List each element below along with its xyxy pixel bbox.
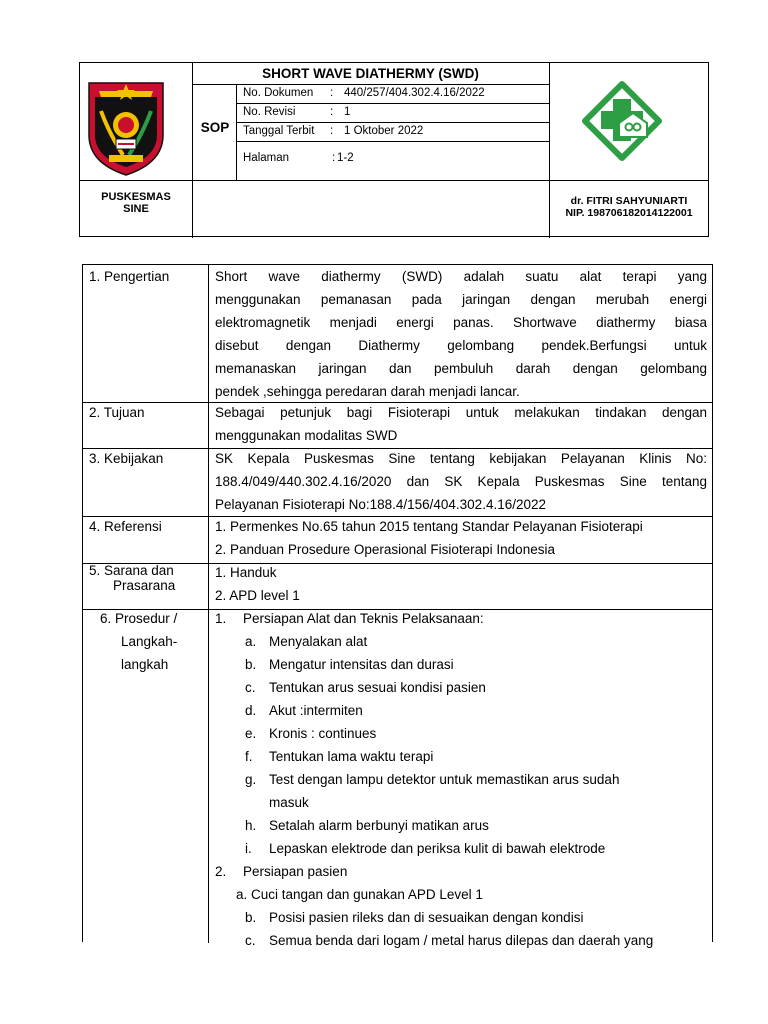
list-item: 1. Handuk [215, 565, 277, 580]
doc-number-label: No. Dokumen [243, 87, 314, 99]
step-2-title: 2. Persiapan pasien [215, 864, 348, 879]
section-label-prosedur: 6. Prosedur / Langkah- langkah [100, 611, 178, 672]
page-label: Halaman [243, 152, 290, 164]
document-header [79, 62, 709, 237]
list-item: e. Kronis : continues [245, 726, 377, 741]
section-label-pengertian: 1. Pengertian [89, 269, 170, 284]
step-1-title: 1. Persiapan Alat dan Teknis Pelaksanaan: [215, 611, 484, 626]
section-content-tujuan: Sebagai petunjuk bagi Fisioterapi untuk melakukan tindakan dengan menggunakan modalitas SWD [215, 405, 707, 443]
list-item: 2. APD level 1 [215, 588, 300, 603]
puskesmas-logo [573, 81, 671, 161]
divider [80, 180, 709, 181]
list-item: b. Mengatur intensitas dan durasi [245, 657, 454, 672]
divider [192, 63, 193, 238]
page-value: 1-2 [337, 152, 354, 164]
section-content-pengertian: Short wave diathermy (SWD) adalah suatu alat terapi yang menggunakan pemanasan pada jaringan dengan merubah energi elektromagnetik menjadi energi panas. Shortwave diathermy biasa disebut dengan Diathermy gelombang pendek.Berfungsi untuk memanaskan jaringan dan pembuluh darah dengan gelombang pendek ,sehingga peredaran darah menjadi lancar. [215, 269, 707, 399]
issue-date-label: Tanggal Terbit [243, 125, 315, 137]
divider [208, 265, 209, 943]
separator: : [330, 125, 334, 137]
section-label-tujuan: 2. Tujuan [89, 405, 145, 420]
separator: : [330, 87, 334, 99]
sop-label: SOP [200, 120, 230, 135]
list-item: 2. Panduan Prosedure Operasional Fisioterapi Indonesia [215, 542, 555, 557]
list-item: h. Setalah alarm berbunyi matikan arus [245, 818, 489, 833]
signatory-name: dr. FITRI SAHYUNIARTI [570, 195, 688, 207]
divider [236, 122, 549, 123]
section-label-sarana: 5. Sarana dan Prasarana [89, 563, 176, 593]
doc-number-value: 440/257/404.302.4.16/2022 [344, 87, 485, 99]
list-item: d. Akut :intermiten [245, 703, 363, 718]
divider [236, 84, 237, 180]
revision-value: 1 [344, 106, 351, 118]
divider [192, 84, 549, 85]
section-label-kebijakan: 3. Kebijakan [89, 451, 164, 466]
signatory-nip: NIP. 198706182014122001 [565, 207, 693, 219]
section-content-sarana [215, 561, 707, 607]
section-content-prosedur [215, 607, 707, 952]
list-item: c. Tentukan arus sesuai kondisi pasien [245, 680, 486, 695]
revision-label: No. Revisi [243, 106, 296, 118]
section-label-referensi: 4. Referensi [89, 519, 162, 534]
document-title: SHORT WAVE DIATHERMY (SWD) [262, 66, 479, 81]
divider [236, 103, 549, 104]
list-item: i. Lepaskan elektrode dan periksa kulit di bawah elektrode [245, 841, 606, 856]
list-item: f. Tentukan lama waktu terapi [245, 749, 434, 764]
list-item: a. Cuci tangan dan gunakan APD Level 1 [236, 887, 483, 902]
issue-date-value: 1 Oktober 2022 [344, 125, 424, 137]
list-item-continuation: masuk [269, 795, 309, 810]
list-item: g. Test dengan lampu detektor untuk memastikan arus sudah [245, 772, 620, 787]
list-item: c. Semua benda dari logam / metal harus dilepas dan daerah yang [245, 933, 654, 948]
regional-emblem-logo [85, 77, 167, 177]
list-item: a. Menyalakan alat [245, 634, 368, 649]
list-item: b. Posisi pasien rileks dan di sesuaikan dengan kondisi [245, 910, 584, 925]
procedure-table [82, 264, 713, 948]
separator: : [330, 106, 334, 118]
section-content-kebijakan: SK Kepala Puskesmas Sine tentang kebijakan Pelayanan Klinis No: 188.4/049/440.302.4.16/2020 dan SK Kepala Puskesmas Sine tentang Pelayanan Fisioterapi No:188.4/156/404.302.4.16/2022 [215, 451, 707, 512]
signatory [550, 195, 708, 219]
list-item: 1. Permenkes No.65 tahun 2015 tentang Standar Pelayanan Fisioterapi [215, 519, 643, 534]
divider [236, 141, 549, 142]
separator: : [332, 152, 336, 164]
institution-name: PUSKESMAS SINE [101, 191, 171, 215]
section-content-referensi [215, 515, 707, 561]
